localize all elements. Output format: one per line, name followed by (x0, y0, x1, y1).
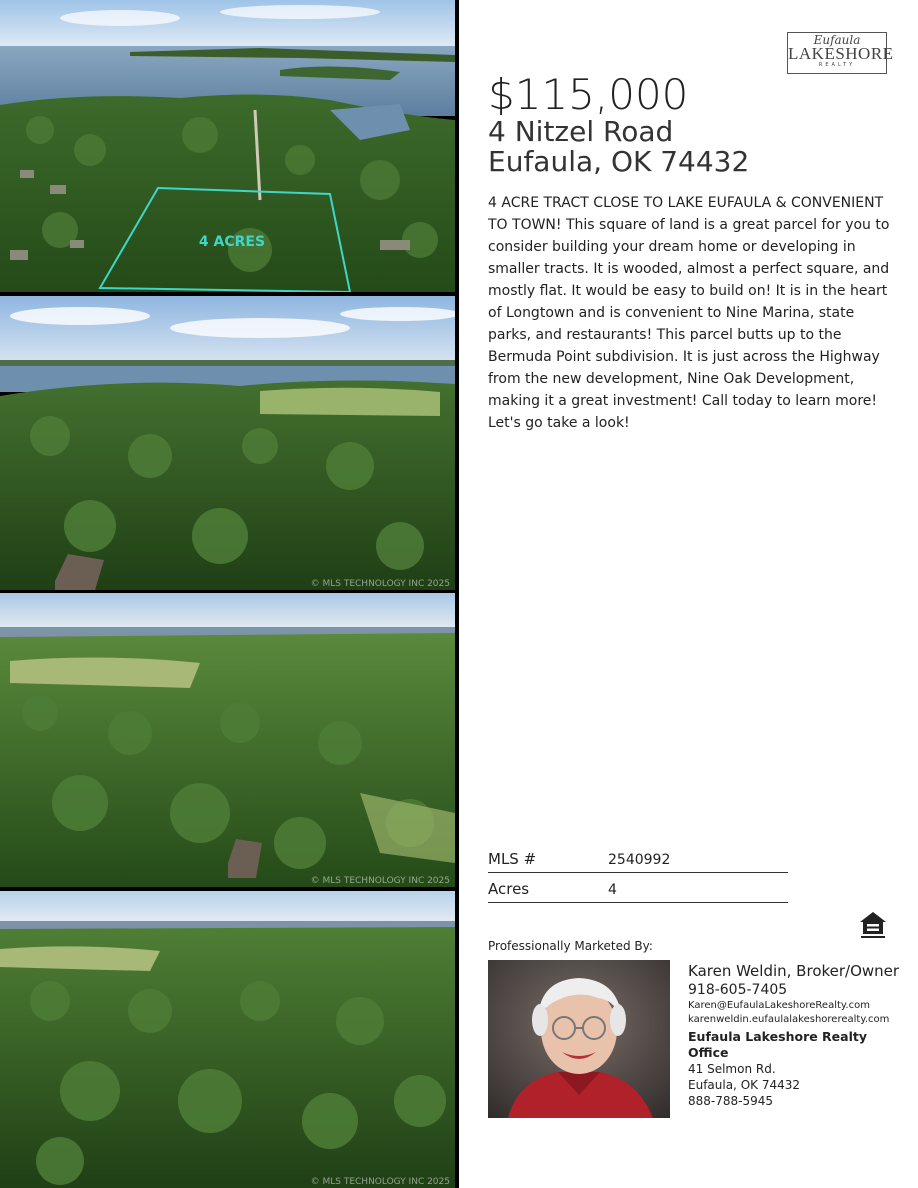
office-street: 41 Selmon Rd. (688, 1062, 776, 1076)
logo-main-text: LAKESHORE (788, 44, 894, 63)
agent-phone[interactable]: 918-605-7405 (688, 982, 788, 998)
brokerage-logo (787, 32, 894, 74)
fact-label: Acres (488, 880, 530, 898)
listing-description: 4 ACRE TRACT CLOSE TO LAKE EUFAULA & CONVENIENT TO TOWN! This square of land is a great parcel for you to consider building your dream home or developing in smaller tracts. It is wooded, almost a perfect square, and mostly flat. It would be easy to build on! It is in the heart of Longtown and is convenient to Nine Marina, state parks, and restaurants! This parcel butts up to the Bermuda Point subdivision. It is just across the Highway from the new development, Nine Oak Development, making it a great investment! Call today to learn more! Let's go take a look! (488, 195, 890, 431)
parcel-acres-label: 4 ACRES (198, 234, 266, 250)
address-line-1: 4 Nitzel Road (488, 115, 674, 148)
mls-watermark: © MLS TECHNOLOGY INC 2025 (310, 579, 450, 589)
fact-value: 2540992 (608, 852, 671, 868)
office-name: Eufaula Lakeshore Realty Office (688, 1029, 868, 1060)
address-line-2: Eufaula, OK 74432 (488, 145, 750, 178)
agent-photo (488, 960, 670, 1118)
logo-sub-text: REALTY (818, 62, 856, 68)
mls-watermark: © MLS TECHNOLOGY INC 2025 (310, 876, 450, 886)
aerial-photo-woods-2 (0, 593, 455, 887)
agent-contact-block (688, 961, 908, 1109)
aerial-photo-lake (0, 0, 455, 292)
aerial-photo-woods-1 (0, 296, 455, 590)
office-city: Eufaula, OK 74432 (688, 1078, 800, 1092)
equal-housing-icon (858, 910, 888, 940)
logo-script-text: Eufaula (813, 33, 861, 47)
fact-label: MLS # (488, 850, 537, 868)
agent-name: Karen Weldin, Broker/Owner (688, 962, 900, 980)
marketed-by-label: Professionally Marketed By: (488, 939, 653, 953)
agent-website[interactable]: karenweldin.eufaulalakeshorerealty.com (688, 1014, 890, 1025)
mls-watermark: © MLS TECHNOLOGY INC 2025 (310, 1177, 450, 1187)
fact-row-mls (488, 850, 788, 873)
listing-price: $115,000 (488, 70, 689, 119)
fact-value: 4 (608, 882, 617, 898)
fact-row-acres (488, 880, 788, 903)
office-phone[interactable]: 888-788-5945 (688, 1094, 774, 1108)
aerial-photo-woods-3 (0, 891, 455, 1188)
agent-email[interactable]: Karen@EufaulaLakeshoreRealty.com (688, 1000, 870, 1011)
